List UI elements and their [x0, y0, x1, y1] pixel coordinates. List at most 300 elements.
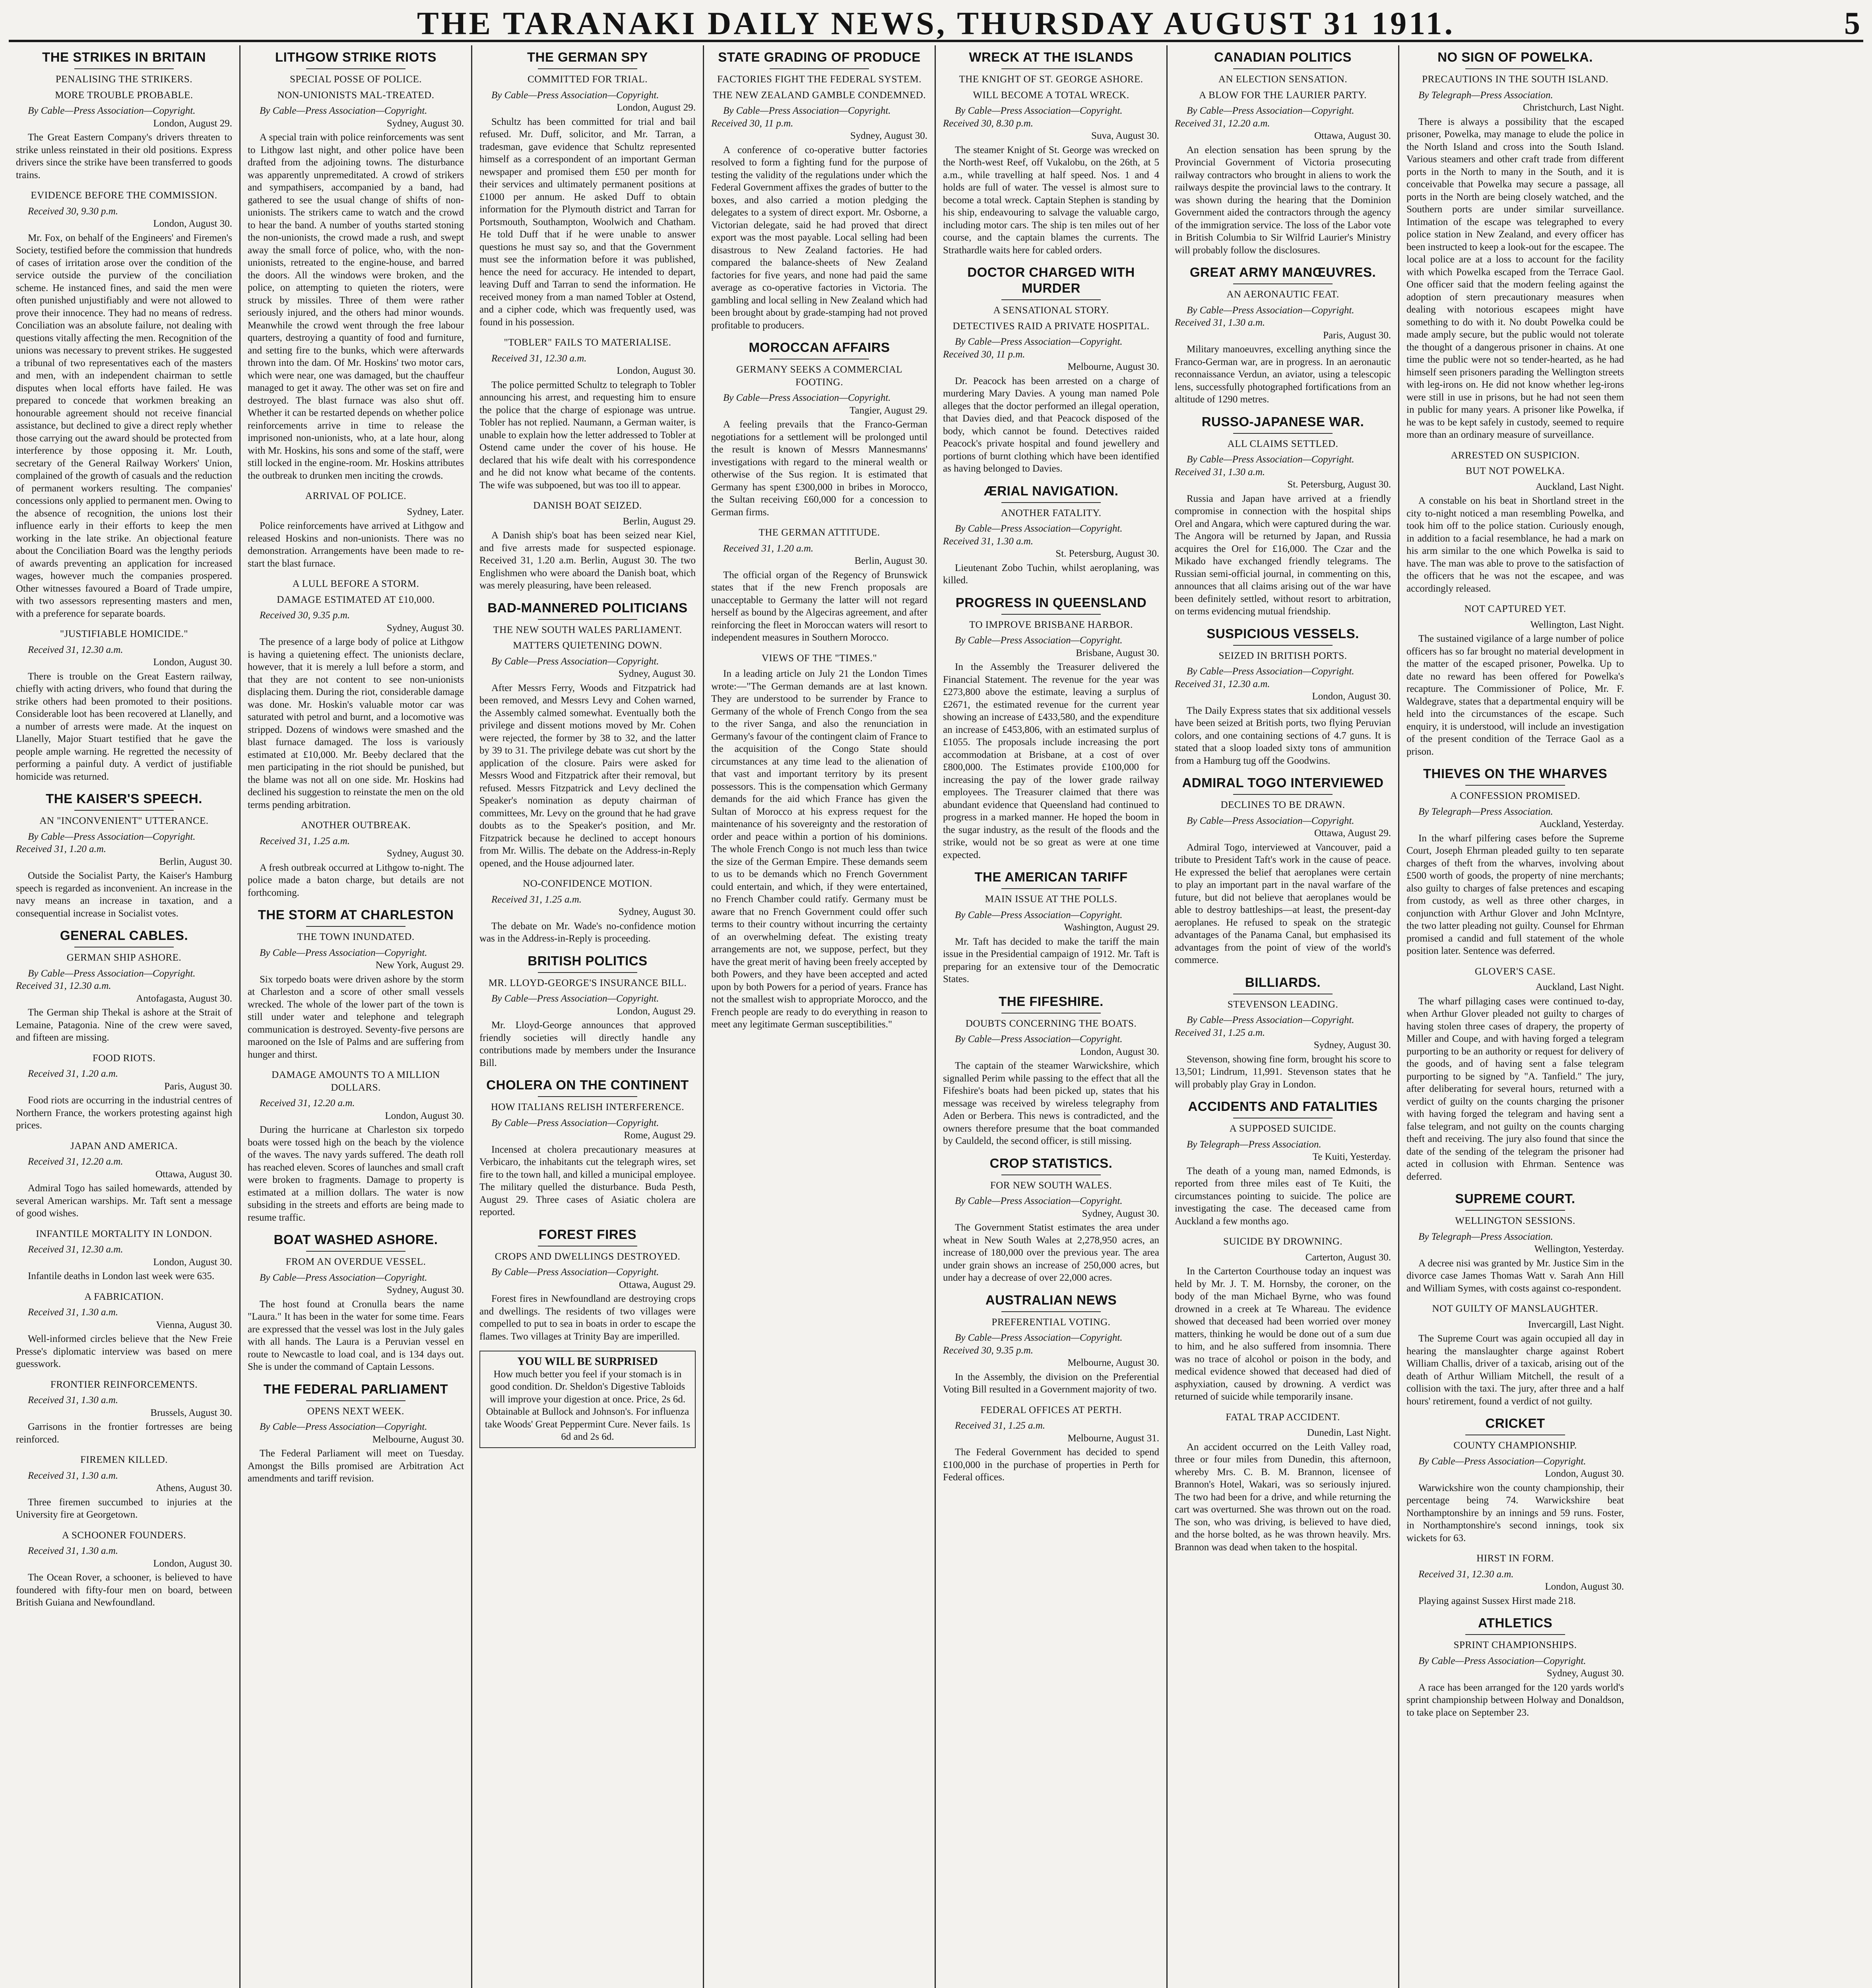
article-subheading: THE TOWN INUNDATED. [297, 932, 415, 942]
article-dateline: Received 31, 1.30 a.m. [28, 1545, 118, 1556]
article-place-date: London, August 30. [1545, 1468, 1624, 1479]
headline-rule [1001, 888, 1101, 889]
article-subheading: HIRST IN FORM. [1476, 1553, 1554, 1564]
article-place-date: New York, August 29. [375, 960, 464, 971]
article-place-date: Sydney, August 30. [618, 907, 696, 917]
article-headline: BOAT WASHED ASHORE. [274, 1232, 438, 1247]
article-headline: THE STORM AT CHARLESTON [258, 907, 454, 922]
article [1175, 626, 1391, 767]
article-body: The Federal Parliament will meet on Tuesday. Amongst the Bills promised are Arbitration Act amendments and tariff revision. [248, 1448, 464, 1484]
headline-rule [306, 926, 405, 927]
article-place-date: Auckland, Last Night. [1535, 481, 1624, 492]
article [1406, 49, 1624, 441]
article-body: Infantile deaths in London last week were 635. [28, 1271, 215, 1281]
article-dateline: By Cable—Press Association—Copyright. [955, 1196, 1123, 1206]
article-place-date: Sydney, Later. [407, 506, 464, 517]
headline-rule [74, 810, 174, 811]
article-body: A Danish ship's boat has been seized near Kiel, and five arrests made for suspected espionage. Received 31, 1.20 a.m. Berlin, August 30. The two Englishmen who were aboard the Danish boat, which was merely pleasuring, have been released. [479, 530, 696, 591]
advertisement-heading: YOU WILL BE SURPRISED [517, 1355, 658, 1368]
column-6 [1168, 45, 1399, 1988]
article-headline: CANADIAN POLITICS [1214, 50, 1352, 64]
article [1406, 1615, 1624, 1719]
article-place-date: Auckland, Yesterday. [1539, 819, 1624, 829]
article-body: A conference of co-operative butter factories resolved to form a fighting fund for the purpose of testing the validity of the regulations under which the Federal Government affixes the grades of butter to the boxes, and also carried a motion pledging the delegates to a system of direct export. Mr. Osborne, a Victorian delegate, said he had proved that direct export was the most payable. Local selling had been disastrous to New Zealand factories. He had compared the balance-sheets of New Zealand factories for five years, and none had paid the same average as co-operative factories in Victoria. The gambling and local selling in New Zealand which had been brought about by grade-stamping had not proved profitable to producers. [711, 144, 927, 331]
article-place-date: Tangier, August 29. [850, 405, 927, 416]
article-body: Mr. Fox, on behalf of the Engineers' and Firemen's Society, testified before the commission that hundreds of cases of irritation arose over the condition of the service outside the purview of the conciliation scheme. He instanced fines, and said the men were often punished unjustifiably and were not allowed to prove their innocence. They had no means of redress. Conciliation was an absolute failure, not dealing with questions vitally affecting the men. Recognition of the unions was necessary to prevent strikes. He suggested a tribunal of two representatives each of the masters and men, with an independent chairman to settle disputes when local efforts have failed. He was prepared to concede that workmen breaking an honourable agreement should not receive financial assistance, but declined to give a direct reply whether those carrying out the award should be protected from interference by those opposing it. Mr. Louth, secretary of the General Railway Workers' Union, complained of the growth of casuals and the reduction of permanent workers resulting. The companies' concessions only applied to permanent men. Owing to the absence of recognition, the unions lost their influence early in their efforts to keep the men working in the late strike. An objectional feature about the Conciliation Board was the lengthy periods of awards preventing an application for increased wages, however much the companies prospered. Other witnesses favoured a Board of Trade umpire, with two assessors representing masters and men, with a preference for separate boards. [16, 232, 232, 619]
article-body: Incensed at cholera precautionary measures at Verbicaro, the inhabitants cut the telegraph wires, set fire to the town hall, and killed a municipal employee. The military quelled the disturbance. Buda Pesth, August 29. Three cases of Asiatic cholera are reported. [479, 1144, 696, 1217]
article-headline: THE GERMAN SPY [527, 50, 648, 64]
article-subheading: COUNTY CHAMPIONSHIP. [1453, 1440, 1577, 1451]
article-place-date: Melbourne, August 30. [1067, 1357, 1159, 1368]
article-place-date: Suva, August 30. [1091, 130, 1159, 141]
article-subheading-secondary: MORE TROUBLE PROBABLE. [55, 89, 193, 101]
page-number: 5 [1844, 6, 1860, 41]
article-headline: THIEVES ON THE WHARVES [1423, 766, 1608, 781]
article-dateline: By Cable—Press Association—Copyright. Received 31, 1.30 a.m. [1175, 454, 1354, 478]
article-subheading-secondary: BUT NOT POWELKA. [1465, 466, 1565, 476]
article-body: The German ship Thekal is ashore at the Strait of Lemaine, Patagonia. Nine of the crew were saved, and fifteen are missing. [16, 1007, 232, 1043]
article-place-date: Antofagasta, August 30. [136, 993, 232, 1004]
article-body: An accident occurred on the Leith Valley road, three or four miles from Dunedin, this afternoon, whereby Mrs. C. B. M. Brannon, licensee of Brannon's Hotel, Wakari, was so seriously injured. The two had been for a drive, and while returning the cart was overturned. She was thrown out on the road. The son, who was driving, is believed to have died, and the horse bolted, as he was thrown heavily. Mrs. Brannon was dead when taken to the hospital. [1175, 1441, 1391, 1553]
article-dateline: By Cable—Press Association—Copyright. [491, 993, 659, 1004]
article-dateline: Received 31, 1.20 a.m. [723, 543, 814, 554]
article-dateline: Received 31, 12.30 a.m. [491, 353, 587, 364]
article-place-date: London, August 30. [153, 218, 232, 229]
article [1406, 449, 1624, 595]
article-place-date: Vienna, August 30. [156, 1319, 232, 1330]
article-place-date: Ottawa, August 29. [619, 1279, 696, 1290]
article-subheading: DOUBTS CONCERNING THE BOATS. [965, 1018, 1137, 1029]
article-headline: ATHLETICS [1478, 1615, 1553, 1630]
article [1406, 603, 1624, 758]
article-body: The steamer Knight of St. George was wrecked on the North-west Reef, off Vukalobu, on the 26th, at 5 a.m., while travelling at half speed. Nos. 1 and 4 holds are full of water. The vessel is almost sure to become a total wreck. Captain Stephen is standing by his ship, endeavouring to salvage the valuable cargo, including motor cars. The ship is ten miles out of her course, and the captain blames the currents. The Strathardle waits here for cabled orders. [943, 144, 1159, 256]
article-dateline: By Cable—Press Association—Copyright. Received 31, 1.30 a.m. [943, 523, 1123, 547]
article-headline: DOCTOR CHARGED WITH MURDER [967, 265, 1135, 295]
article-place-date: Te Kuiti, Yesterday. [1312, 1151, 1391, 1162]
article [16, 628, 232, 783]
article [16, 189, 232, 620]
article-place-date: Berlin, August 30. [159, 856, 232, 867]
article-body: Forest fires in Newfoundland are destroying crops and dwellings. The residents of two villages were compelled to put to sea in boats in order to escape the flames. Two villages at Trinity Bay are imperilled. [479, 1293, 696, 1342]
article-dateline: By Cable—Press Association—Copyright. Received 30, 8.30 p.m. [943, 105, 1123, 129]
article-body: The Daily Express states that six additional vessels have been seized at British ports, two flying Peruvian colors, and one containing sections of 4.7 guns. It is stated that a sloop loaded sixty tons of ammunition from a Hamburg tug off the Goodwins. [1175, 705, 1391, 766]
article-dateline: By Cable—Press Association—Copyright. [260, 105, 427, 116]
article-dateline: Received 31, 1.30 a.m. [28, 1470, 118, 1481]
article-body: The wharf pillaging cases were continued to-day, when Arthur Glover pleaded not guilty to charges of having stolen three cases of drapery, the property of Miller and Coupe, and with having forged a telegram purporting to be an authority or request for delivery of the goods, and of having sent a false telegram purporting to be signed by "A. Tanfield." The jury, after deliberating for several hours, returned with a verdict of guilty on the counts charging the prisoner with having forged the telegram and having sent a false telegram, and not guilty on the counts charging theft and receiving. The jury also found that since the date of the sending of the telegram the prisoner had acted in collusion with Ehrman. Sentence was deferred. [1406, 996, 1624, 1182]
article-body: Dr. Peacock has been arrested on a charge of murdering Mary Davies. A young man named Pole alleges that the doctor performed an illegal operation, that Davies died, and that Peacock disposed of the body, which cannot be found. Detectives raided Peacock's private hospital and found jewellery and portions of burnt clothing which have been identified as having belonged to Davies. [943, 375, 1159, 474]
article-body: The Government Statist estimates the area under wheat in New South Wales at 2,278,950 acres, an increase of 180,000 over the previous year. The area under grain shows an increase of 250,000 acres, but under hay a decrease of over 22,000 acres. [943, 1222, 1159, 1283]
article-body: A special train with police reinforcements was sent to Lithgow last night, and other police have been drafted from the adjoining towns. The disturbance was apparently unpremeditated. A crowd of strikers and sympathisers, accompanied by a band, had gathered to see the usual change of shifts of non-unionists. The strikers came to watch and the crowd to hear the band. A number of youths started stoning the non-unionists, the crowd made a rush, and swept away the small force of police, who, with the non-unionists, retreated to the engine-house, and barred the doors. All the windows were broken, and the police, on attempting to quieten the rioters, were struck by missiles. Three of them were rather seriously injured, and the others had minor wounds. Meanwhile the crowd went through the free labour quarters, destroying a quantity of food and furniture, and setting fire to the bunks, which were afterwards thrown into the dam. Of Mr. Hoskins' two motor cars, which were near, one was damaged, but the chauffeur managed to get it away. The other was set on fire and destroyed. The blast furnace was also shut off. Whether it can be restarted depends on whether police reinforcements arrive in time to release the imprisoned non-unionists, who, at a late hour, along with Mr. Hoskins, his sons and some of the staff, were still locked in the engine-room. Mr. Hoskins attributes the outbreak to drunken men inciting the crowds. [248, 132, 464, 481]
article-subheading: THE KNIGHT OF ST. GEORGE ASHORE. [959, 74, 1143, 85]
headline-rule [538, 68, 637, 69]
article-place-date: London, August 30. [153, 657, 232, 668]
article [943, 49, 1159, 256]
article-dateline: By Cable—Press Association—Copyright. [1418, 1655, 1586, 1666]
article-body: In the Assembly, the division on the Preferential Voting Bill resulted in a Government majority of two. [943, 1371, 1159, 1395]
article-dateline: By Cable—Press Association—Copyright. [1187, 815, 1354, 826]
headline-rule [1233, 68, 1333, 69]
headline-rule [1001, 299, 1101, 300]
article-subheading: FRONTIER REINFORCEMENTS. [50, 1379, 198, 1390]
article-headline: LITHGOW STRIKE RIOTS [275, 50, 436, 64]
article-body: A feeling prevails that the Franco-German negotiations for a settlement will be prolonged until the result is known of Messrs Mannesmanns' investigations with regard to the mineral wealth or otherwise of the Sus region. It is estimated that Germany has spent £300,000 in bribes in Morocco, the Sultan receiving £60,000 for a concession to German firms. [711, 419, 927, 518]
article-body: Stevenson, showing fine form, brought his score to 13,501; Lindrum, 11,991. Stevenson states that he will probably play Gray in London. [1175, 1054, 1391, 1090]
article-dateline: By Cable—Press Association—Copyright. [491, 656, 659, 667]
article [479, 600, 696, 870]
article-subheading: HOW ITALIANS RELISH INTERFERENCE. [491, 1102, 685, 1112]
article-body: The Supreme Court was again occupied all day in hearing the manslaughter charge against Robert William Challis, driver of a taxicab, arising out of the death of Arthur William Mitchell, the result of a collision with the taxi. The jury, after three and a half hours' retirement, found a verdict of not guilty. [1406, 1333, 1624, 1407]
article-body: Garrisons in the frontier fortresses are being reinforced. [16, 1421, 232, 1445]
article-subheading: FEDERAL OFFICES AT PERTH. [980, 1404, 1122, 1415]
article-headline: CRICKET [1485, 1416, 1545, 1431]
article-body: In the wharf pilfering cases before the Supreme Court, Joseph Ehrman pleaded guilty to ten separate charges of theft from the wharves, involving about £500 worth of goods, the property of nine merchants; also guilty to charges of false pretences and escaping from custody, as well as three other charges, in conjunction with Arthur Glover and John McIntyre, the two latter pleading not guilty. Counsel for Ehrman promised a candid and full statement of the whole position later. Sentence was deferred. [1406, 833, 1624, 956]
article-body: During the hurricane at Charleston six torpedo boats were tossed high on the beach by the violence of the waves. The navy yards suffered. The death roll has reached eleven. Scores of launches and small craft were broken to fragments. Damage to property is estimated at a million dollars. The water is now subsiding in the streets and efforts are being made to resume traffic. [248, 1124, 464, 1223]
article-subheading: A FABRICATION. [84, 1291, 164, 1302]
article-body: In the Assembly the Treasurer delivered the Financial Statement. The revenue for the year was £273,800 above the estimate, leaving a surplus of £2671, the estimated revenue for the current year showing an increase of £433,580, and the expenditure an increase of £453,806, with an estimated surplus of £1055. The proposals include increasing the port accommodation at Brisbane, at a cost of over £800,000. The Estimates provide £100,000 for increasing the pay of the lower grade railway employees. The Treasurer claimed that there was abundant evidence that Queensland had continued to progress in a marked manner. He hoped the boom in the sugar industry, as the result of the floods and the strike, would not be so great as were at one time expected. [943, 662, 1159, 860]
article-subheading: NOT GUILTY OF MANSLAUGHTER. [1432, 1303, 1598, 1314]
article [479, 953, 696, 1070]
article-dateline: By Cable—Press Association—Copyright. Received 31, 12.30 a.m. [16, 968, 196, 991]
article [943, 1404, 1159, 1484]
article [248, 578, 464, 811]
article-dateline: Received 31, 12.30 a.m. [28, 1244, 123, 1255]
article-subheading-secondary: A BLOW FOR THE LAURIER PARTY. [1199, 89, 1367, 101]
article-body: In a leading article on July 21 the London Times wrote:—"The German demands are at last known. They are understood to be surrender by France to Germany of the whole of French Congo from the sea to the river Sanga, and also the renunciation in Germany's favour of the contingent claim of France to the acquisition of the Congo State should circumstances at any time lead to the alienation of that vast and important territory by its present possessors. This is the compensation which Germany demands for the aid which France has given the Sultan of Morocco at his express request for the maintenance of his sovereignty and the restoration of order and peace within a portion of his dominions. The whole French Congo is not much less than twice the size of the German Empire. These demands seem to us to be demands which no French Government could entertain, and which, if they were entertained, no French Chamber could ratify. Germany must be aware that no French Government could offer such terms to their country without incurring the certainty of an overwhelming defeat. The existing treaty arrangements are not, we suppose, perfect, but they have the great merit of having been freely accepted by both Powers, and they have been accepted and acted upon by both Powers for a period of years. France has not the smallest wish to appropriate Morocco, and the French people are ready to do everything in reason to meet any legitimate German susceptibilities." [711, 668, 927, 1030]
article-headline: THE AMERICAN TARIFF [974, 870, 1128, 884]
article-place-date: Brussels, August 30. [150, 1407, 232, 1418]
column-1 [9, 45, 241, 1988]
advertisement [479, 1351, 696, 1448]
article [248, 1232, 464, 1373]
article-place-date: Rome, August 29. [624, 1130, 696, 1141]
article-subheading: EVIDENCE BEFORE THE COMMISSION. [31, 190, 217, 201]
article [943, 1155, 1159, 1284]
article-dateline: By Telegraph—Press Association. [1187, 1139, 1321, 1150]
article-dateline: By Cable—Press Association—Copyright. [955, 635, 1123, 646]
article-subheading: VIEWS OF THE "TIMES." [761, 652, 877, 664]
article-body: The Ocean Rover, a schooner, is believed to have foundered with fifty-four men on board, between British Guiana and Newfoundland. [16, 1572, 232, 1608]
article-body: The police permitted Schultz to telegraph to Tobler announcing his arrest, and requesting him to ensure the police that the charge of espionage was untrue. Tobler has not replied. Naumann, a German waiter, is unable to explain how the letter addressed to Tobler at Ostend came under the cover of his house. He declared that his wife dealt with his correspondence and he did not know what became of the contents. The wife was subpoened, but was too ill to appear. [479, 379, 696, 491]
article-dateline: By Cable—Press Association—Copyright. Received 31, 12.30 a.m. [1175, 666, 1354, 689]
article-body: The Great Eastern Company's drivers threaten to strike unless reinstated in their old positions. Express drivers since the strike have been transferred to goods trains. [16, 132, 232, 181]
article-dateline: By Cable—Press Association—Copyright. Received 30, 11 p.m. [711, 105, 891, 129]
article-place-date: Athens, August 30. [156, 1483, 232, 1493]
article-subheading: AN AERONAUTIC FEAT. [1226, 289, 1339, 300]
headline-rule [538, 1096, 637, 1097]
article-place-date: Sydney, August 30. [618, 668, 696, 679]
article-subheading-secondary: DAMAGE ESTIMATED AT £10,000. [277, 594, 435, 605]
article-subheading-secondary: MATTERS QUIETENING DOWN. [513, 640, 662, 651]
article [16, 1140, 232, 1220]
article [479, 1077, 696, 1219]
article [248, 1069, 464, 1224]
article-place-date: St. Petersburg, August 30. [1055, 548, 1159, 559]
article-subheading: COMMITTED FOR TRIAL. [528, 74, 648, 85]
column-2 [241, 45, 472, 1988]
article-place-date: Paris, August 30. [1323, 330, 1391, 341]
article-body: Schultz has been committed for trial and bail refused. Mr. Duff, solicitor, and Mr. Tarran, a tradesman, gave evidence that Schultz represented himself as a correspondent of an important German newspaper and promised them £50 per month for their services and ultimately permanent positions at £1000 per annum. He asked Duff to obtain information for the Plymouth district and Tarran for Portsmouth, Southampton, Woolwich and Chatham. He told Duff that if he were unable to answer questions he must say so, and that the Government must see the information before it was published, hence the need for accuracy. He intended to depart, leaving Duff and Tarran to send the information. He received money from a man named Tobler at Ostend, and a cipher code, which was frequently used, was found in his possession. [479, 116, 696, 328]
article [1175, 49, 1391, 256]
article-subheading: DANISH BOAT SEIZED. [533, 500, 642, 511]
article-headline: RUSSO-JAPANESE WAR. [1201, 414, 1364, 429]
article-headline: ACCIDENTS AND FATALITIES [1188, 1099, 1378, 1114]
article-place-date: Brisbane, August 30. [1076, 647, 1159, 658]
article-subheading: FOOD RIOTS. [92, 1052, 156, 1064]
article-dateline: By Cable—Press Association—Copyright. [491, 89, 659, 101]
article-headline: PROGRESS IN QUEENSLAND [955, 595, 1147, 610]
article-body: A race has been arranged for the 120 yards world's sprint championship between Holway and Donaldson, to take place on September 23. [1406, 1682, 1624, 1718]
article-place-date: Wellington, Last Night. [1530, 619, 1624, 630]
article-place-date: Sydney, August 30. [386, 622, 464, 633]
article-dateline: Received 31, 12.20 a.m. [260, 1098, 355, 1109]
article [1175, 775, 1391, 967]
columns-container [9, 45, 1863, 1988]
article-place-date: London, August 29. [617, 102, 696, 113]
headline-rule [1001, 68, 1101, 69]
article-subheading: A SENSATIONAL STORY. [993, 305, 1109, 316]
article-subheading: INFANTILE MORTALITY IN LONDON. [36, 1228, 212, 1239]
article [1175, 1235, 1391, 1403]
article-body: Food riots are occurring in the industrial centres of Northern France, the workers protesting against high prices. [16, 1095, 232, 1131]
article [479, 336, 696, 491]
article-dateline: By Cable—Press Association—Copyright. Received 30, 11 p.m. [943, 336, 1123, 360]
article-subheading: MAIN ISSUE AT THE POLLS. [985, 894, 1117, 905]
article [16, 1378, 232, 1446]
headline-rule [1001, 614, 1101, 615]
article-body: The captain of the steamer Warwickshire, which signalled Perim while passing to the effect that all the Fifeshire's boats had been picked up, states that his message was received by wireless telegraphy from Aden or Berbera. This news is contradicted, and the owners therefore presume that the boat commanded by Cauldeld, the second officer, is still missing. [943, 1060, 1159, 1146]
article-body: Mr. Lloyd-George announces that approved friendly societies will directly handle any contributions made by members under the Insurance Bill. [479, 1020, 696, 1068]
article [711, 652, 927, 1031]
article-subheading: A SUPPOSED SUICIDE. [1229, 1123, 1337, 1134]
article-dateline: Received 30, 9.30 p.m. [28, 206, 118, 217]
article-place-date: Sydney, August 30. [1546, 1668, 1624, 1679]
article [711, 526, 927, 644]
article [248, 49, 464, 482]
article-place-date: Ottawa, August 30. [1314, 130, 1391, 141]
article-place-date: Wellington, Yesterday. [1534, 1244, 1624, 1254]
article-headline: CROP STATISTICS. [989, 1155, 1113, 1171]
article [248, 1381, 464, 1485]
article-headline: BILLIARDS. [1245, 975, 1321, 990]
article-headline: GREAT ARMY MANŒUVRES. [1189, 265, 1376, 280]
article-body: Admiral Togo has sailed homewards, attended by several American warships. Mr. Taft sent a message of good wishes. [16, 1183, 232, 1219]
article-place-date: Dunedin, Last Night. [1307, 1427, 1391, 1438]
article-dateline: By Cable—Press Association—Copyright. Received 30, 9.35 p.m. [943, 1332, 1123, 1356]
article-place-date: London, August 30. [153, 1256, 232, 1268]
article-subheading: MR. LLOYD-GEORGE'S INSURANCE BILL. [488, 977, 687, 988]
article-subheading: ANOTHER FATALITY. [1001, 507, 1102, 518]
article-subheading: FROM AN OVERDUE VESSEL. [285, 1256, 426, 1267]
article-dateline: By Cable—Press Association—Copyright. Received 31, 1.25 a.m. [1175, 1015, 1354, 1038]
article-subheading: ALL CLAIMS SETTLED. [1227, 438, 1339, 449]
article-place-date: Carterton, August 30. [1305, 1252, 1391, 1263]
article-subheading: DECLINES TO BE DRAWN. [1220, 800, 1345, 810]
headline-rule [1233, 794, 1333, 795]
article [943, 1292, 1159, 1396]
article-body: Police reinforcements have arrived at Lithgow and released Hoskins and non-unionists. There was no demonstration. Arrangements have been made to re-start the blast furnace. [248, 520, 464, 569]
article-subheading: ANOTHER OUTBREAK. [301, 820, 411, 831]
article-place-date: Sydney, August 30. [386, 848, 464, 859]
article-body: Lieutenant Zobo Tuchin, whilst aeroplaning, was killed. [943, 562, 1159, 586]
article-place-date: Melbourne, August 31. [1067, 1433, 1159, 1444]
article-place-date: London, August 30. [1312, 691, 1391, 702]
article [248, 490, 464, 570]
article-subheading: SEIZED IN BRITISH PORTS. [1218, 650, 1347, 661]
column-5 [936, 45, 1168, 1988]
article-dateline: Received 31, 1.30 a.m. [28, 1307, 118, 1318]
article-place-date: London, August 30. [1545, 1581, 1624, 1592]
article-place-date: Sydney, August 30. [1313, 1040, 1391, 1050]
article-subheading: "JUSTIFIABLE HOMICIDE." [60, 629, 188, 639]
article-dateline: Received 31, 1.30 a.m. [28, 1395, 118, 1406]
article [16, 791, 232, 920]
article-headline: SUSPICIOUS VESSELS. [1207, 626, 1359, 641]
article-body: In the Carterton Courthouse today an inquest was held by Mr. J. T. M. Hornsby, the coroner, on the body of the man Michael Byrne, who was found drowned in a creek at Te Whareau. The evidence showed that deceased had been worried over money matters, thinking he would be done out of a sum due to him, and he also suffered from insomnia. There was no trace of alcohol or poison in the body, and medical evidence showed that deceased had died of asphyxiation, caused by drowning. A verdict was returned of suicide while temporarily insane. [1175, 1266, 1391, 1402]
article-subheading-secondary: THE NEW ZEALAND GAMBLE CONDEMNED. [712, 89, 926, 101]
article [248, 819, 464, 899]
article-dateline: By Cable—Press Association—Copyright. [955, 1034, 1123, 1044]
article-dateline: By Cable—Press Association—Copyright. [260, 947, 427, 958]
article-dateline: By Telegraph—Press Association. [1418, 89, 1553, 101]
article-subheading: AN ELECTION SENSATION. [1218, 74, 1348, 85]
article-headline: MOROCCAN AFFAIRS [749, 340, 890, 355]
article-place-date: London, August 30. [153, 1558, 232, 1569]
article-body: A fresh outbreak occurred at Lithgow to-night. The police made a baton charge, but details are not forthcoming. [248, 862, 464, 898]
article-place-date: Melbourne, August 30. [1067, 361, 1159, 372]
article-dateline: Received 31, 1.25 a.m. [260, 835, 350, 846]
article-subheading: THE GERMAN ATTITUDE. [758, 527, 880, 538]
article [479, 499, 696, 592]
article-body: Well-informed circles believe that the New Freie Presse's diplomatic interview was based on mere guesswork. [16, 1334, 232, 1369]
article-subheading: GLOVER'S CASE. [1474, 966, 1556, 977]
article [943, 483, 1159, 587]
article-subheading-secondary: WILL BECOME A TOTAL WRECK. [973, 89, 1129, 101]
headline-rule [1001, 1311, 1101, 1312]
headline-rule [1233, 433, 1333, 434]
article-headline: FOREST FIRES [538, 1227, 637, 1242]
headline-rule [1233, 645, 1333, 646]
article-body: There is always a possibility that the escaped prisoner, Powelka, may manage to elude the police in the North Island and cross into the South Island. Various steamers and other craft trade from different ports in the North to many in the South, and it is conceivable that Powelka may secure a passage, all ports in the North are being closely watched, and the Southern ports are under similar surveillance. Intimation of the escape was telegraphed to every police station in New Zealand, and every officer has been instructed to keep a look-out for the escapee. The local police are at a loss to account for the facility with which Powelka escaped from the Terrace Gaol. One officer said that the modern feeling against the adoption of stern precautionary measures when dealing with notorious escapees might have something to do with it. No doubt Powelka could be made amply secure, but the public would not tolerate the thought of a dangerous prisoner in chains. At one time the public were not so tender-hearted, as he had himself seen prisoners parading the Wellington streets with leg-irons on. He did not know whether leg-irons were still in use in prisons, but he had not seen them in public for many years. A prisoner like Powelka, if he was to be kept safely in custody, seemed to require more than an ordinary measure of surveillance. [1406, 116, 1624, 440]
article-subheading: GERMANY SEEKS A COMMERCIAL FOOTING. [736, 364, 903, 388]
article-subheading: STEVENSON LEADING. [1227, 999, 1339, 1010]
article [1175, 1099, 1391, 1227]
article [1406, 1415, 1624, 1544]
article-dateline: By Telegraph—Press Association. [1418, 806, 1553, 817]
article-headline: BRITISH POLITICS [528, 953, 648, 968]
article-subheading: NOT CAPTURED YET. [1464, 604, 1566, 614]
article-dateline: By Cable—Press Association—Copyright. Received 31, 1.20 a.m. [16, 831, 196, 854]
article-subheading: ARRIVAL OF POLICE. [305, 491, 407, 501]
article-dateline: Received 30, 9.35 p.m. [260, 610, 350, 621]
article-place-date: London, August 29. [617, 1006, 696, 1017]
article-body: Playing against Sussex Hirst made 218. [1418, 1595, 1576, 1606]
article-place-date: Ottawa, August 30. [155, 1169, 232, 1180]
masthead [9, 5, 1863, 42]
headline-rule [1233, 283, 1333, 284]
article-headline: THE STRIKES IN BRITAIN [42, 50, 206, 64]
article-place-date: Sydney, August 30. [1082, 1208, 1159, 1219]
article-headline: ADMIRAL TOGO INTERVIEWED [1182, 775, 1384, 790]
headline-rule [1465, 68, 1565, 69]
headline-rule [770, 68, 869, 69]
article-body: The host found at Cronulla bears the name "Laura." It has been in the water for some time. Fears are expressed that the vessel was lost in the July gales with all hands. The Laura is a Peruvian vessel en route to Newcastle to load coal, and is 134 days out. She is under the command of Captain Lessons. [248, 1299, 464, 1372]
headline-rule [306, 1400, 405, 1401]
article-place-date: Melbourne, August 30. [372, 1434, 464, 1445]
column-4 [704, 45, 936, 1988]
article-headline: SUPREME COURT. [1455, 1191, 1575, 1206]
article-subheading: FIREMEN KILLED. [80, 1454, 168, 1465]
article-headline: AUSTRALIAN NEWS [985, 1292, 1117, 1307]
column-7 [1399, 45, 1631, 1988]
article-dateline: By Cable—Press Association—Copyright. [491, 1117, 659, 1128]
headline-rule [1465, 785, 1565, 786]
article-body: The official organ of the Regency of Brunswick states that if the new French proposals are unacceptable to Germany the latter will not regard herself as bound by the Algeciras agreement, and after reinforcing the fleet in Moroccan waters will resort to independent measures in Southern Morocco. [711, 569, 927, 643]
article [1406, 1191, 1624, 1295]
article-place-date: Berlin, August 29. [623, 516, 696, 527]
article [711, 340, 927, 518]
article-dateline: Received 31, 12.30 a.m. [1418, 1569, 1514, 1580]
article-body: The presence of a large body of police at Lithgow is having a quietening effect. The unionists declare, however, that it is merely a lull before a storm, and that they are not content to see non-unionists displacing them. During the riot, considerable damage was done. Mr. Hoskin's valuable motor car was saturated with petrol and burnt, and a locomotive was stripped. Dozens of windows were smashed and the blast furnace damaged. The loss is variously estimated at £10,000. Mr. Beeby declared that the men participating in the riot should be punished, but the blame was not all on one side. Mr. Hoskins had declined his suggestion to reinstate the men on the old terms pending arbitration. [248, 637, 464, 810]
article-place-date: London, August 30. [1080, 1046, 1159, 1057]
article-body: The Federal Government has decided to spend £100,000 in the purchase of properties in Perth for Federal offices. [943, 1447, 1159, 1483]
headline-rule [538, 972, 637, 973]
article-subheading: A LULL BEFORE A STORM. [292, 579, 419, 589]
article-headline: ÆRIAL NAVIGATION. [984, 483, 1119, 498]
article-subheading: A CONFESSION PROMISED. [1450, 790, 1581, 801]
article-subheading: DAMAGE AMOUNTS TO A MILLION DOLLARS. [272, 1070, 440, 1093]
article-body: Mr. Taft has decided to make the tariff the main issue in the Presidential campaign of 1912. Mr. Taft is preparing for an extensive tour of the Democratic States. [943, 936, 1159, 984]
article-place-date: Berlin, August 30. [854, 555, 927, 566]
headline-rule [1001, 502, 1101, 503]
article-headline: NO SIGN OF POWELKA. [1437, 50, 1593, 64]
article-headline: THE KAISER'S SPEECH. [46, 791, 202, 806]
article-subheading: GERMAN SHIP ASHORE. [66, 952, 182, 963]
article-subheading: CROPS AND DWELLINGS DESTROYED. [495, 1251, 681, 1262]
article-body: A decree nisi was granted by Mr. Justice Sim in the divorce case James Thomas Watt v. Sarah Ann Hill and William Symes, with costs against co-respondent. [1406, 1258, 1624, 1294]
article-subheading: NO-CONFIDENCE MOTION. [523, 878, 652, 889]
article-body: The death of a young man, named Edmonds, is reported from three miles east of Te Kuiti, the circumstances pointing to suicide. The police are investigating the case. The deceased came from Auckland a few months ago. [1175, 1165, 1391, 1227]
article [16, 1291, 232, 1371]
article [16, 1454, 232, 1521]
article-headline: THE FIFESHIRE. [999, 994, 1104, 1009]
article-body: After Messrs Ferry, Woods and Fitzpatrick had been removed, and Messrs Levy and Cohen warned, the Assembly calmed somewhat. Eventually both the privilege and dissent motions moved by Mr. Cohen were rejected, the former by 38 to 32, and the latter by 39 to 31. The privilege debate was cut short by the application of the closure. Pairs were asked for Messrs Wood and Fitzpatrick after their removal, but refused. Messrs Fitzpatrick and Levy declined the Speaker's nomination as deputy chairman of committees, Mr. Levy on the ground that he had grave doubts as to the Speaker's position, and Mr. Fitzpatrick because he declined to accept honours from Mr. Willis. The debate on the Address-in-Reply opened, and the House adjourned later. [479, 682, 696, 869]
article-subheading: "TOBLER" FAILS TO MATERIALISE. [504, 337, 671, 348]
article-dateline: By Cable—Press Association—Copyright. [260, 1421, 427, 1432]
article-body: An election sensation has been sprung by the Provincial Government of Victoria prosecuting railway contractors who brought in aliens to work the railways despite the provincial laws to the contrary. It was shown during the hearing that the Dominion Government aided the contractors through the agency of the immigration service. The loss of the Labor vote in British Columbia to Sir Wilfrid Laurier's Ministry will probably follow the disclosures. [1175, 144, 1391, 256]
article-dateline: By Cable—Press Association—Copyright. [260, 1272, 427, 1283]
article-subheading: FATAL TRAP ACCIDENT. [1226, 1411, 1340, 1423]
headline-rule [538, 619, 637, 620]
article-headline: THE FEDERAL PARLIAMENT [263, 1381, 448, 1396]
article [1406, 1303, 1624, 1408]
article [1175, 1411, 1391, 1554]
article-dateline: By Cable—Press Association—Copyright. [723, 392, 891, 403]
article-place-date: Sydney, August 30. [386, 1285, 464, 1295]
article-subheading: THE NEW SOUTH WALES PARLIAMENT. [493, 624, 682, 635]
article-body: Warwickshire won the county championship, their percentage being 74. Warwickshire beat Northamptonshire by an innings and 59 runs. Foster, in Northamptonshire's second innings, took six wickets for 63. [1406, 1482, 1624, 1543]
article [248, 907, 464, 1061]
article-dateline: By Cable—Press Association—Copyright. Received 31, 12.20 a.m. [1175, 105, 1354, 129]
article-place-date: Ottawa, August 29. [1314, 828, 1391, 839]
article-body: Russia and Japan have arrived at a friendly compromise in connection with the hospital ships Orel and Angara, which were captured during the war. The Angora will be returned by Japan, and Russia acquires the Orel for £16,000. The Czar and the Mikado have exchanged friendly telegrams. The Russian semi-official journal, in commenting on this, announces that all claims arising out of the war have been definitely settled, without resort to arbitration, on terms evidencing mutual friendship. [1175, 493, 1391, 617]
article [479, 878, 696, 945]
article-headline: WRECK AT THE ISLANDS [969, 50, 1133, 64]
masthead-title: THE TARANAKI DAILY NEWS, THURSDAY AUGUST 31 1911. [417, 5, 1455, 41]
article-dateline: By Cable—Press Association—Copyright. [1418, 1456, 1586, 1467]
article-dateline: Received 31, 1.20 a.m. [28, 1068, 118, 1079]
article [711, 49, 927, 332]
article-subheading: PENALISING THE STRIKERS. [55, 74, 193, 85]
